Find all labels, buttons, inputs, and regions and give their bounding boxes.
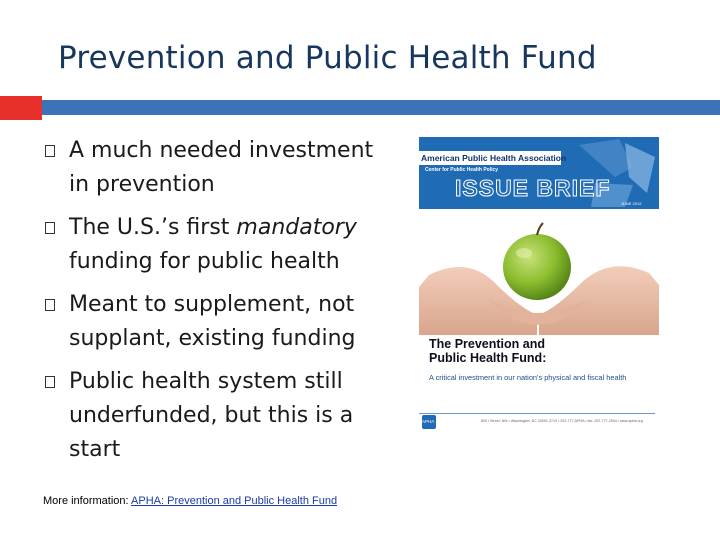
bullet-list (44, 134, 389, 476)
bullet-text: A much needed investment in prevention (69, 138, 374, 197)
more-information-link[interactable]: APHA: Prevention and Public Health Fund (131, 495, 338, 507)
issue-brief-org: American Public Health Association (421, 153, 567, 163)
issue-brief-title-line: Public Health Fund: (429, 351, 547, 365)
checkbox-bullet-icon (45, 222, 55, 234)
issue-brief-banner: ISSUE BRIEF (455, 175, 611, 201)
bullet-text-part: The U.S.’s first (69, 215, 237, 240)
hands-apple-photo (419, 215, 659, 335)
issue-brief-center: Center for Public Health Policy (425, 167, 499, 173)
issue-brief-title (429, 337, 546, 365)
more-information-label: More information: (43, 495, 132, 507)
issue-brief-subtitle: A critical investment in our nation's physical and fiscal health (429, 373, 627, 382)
issue-brief-address: 800 I Street, NW • Washington, DC 20001-3710 • 202-777-APHA • fax: 202-777-2534 • www.apha.org (481, 419, 643, 423)
title-rule-blue (42, 100, 720, 115)
apha-logo-text: APHA (422, 419, 435, 424)
bullet-emphasis: mandatory (236, 215, 357, 240)
checkbox-bullet-icon (45, 299, 55, 311)
checkbox-bullet-icon (45, 145, 55, 157)
bullet-text: Meant to supplement, not supplant, existing funding (69, 292, 356, 351)
slide-title: Prevention and Public Health Fund (58, 40, 597, 76)
checkbox-bullet-icon (45, 376, 55, 388)
bullet-item (44, 211, 389, 279)
title-rule-red (0, 96, 42, 120)
bullet-item (44, 288, 389, 356)
bullet-text: Public health system still underfunded, but this is a start (69, 369, 354, 462)
issue-brief-title-line: The Prevention and (429, 337, 545, 351)
more-information (43, 495, 337, 507)
issue-brief-header (419, 137, 659, 209)
issue-brief-footer-rule (419, 413, 655, 414)
bullet-item (44, 365, 389, 467)
issue-brief-date: JUNE 2012 (621, 201, 642, 206)
bullet-item (44, 134, 389, 202)
issue-brief-cover (419, 137, 659, 430)
bullet-text-part: funding for public health (69, 249, 340, 274)
